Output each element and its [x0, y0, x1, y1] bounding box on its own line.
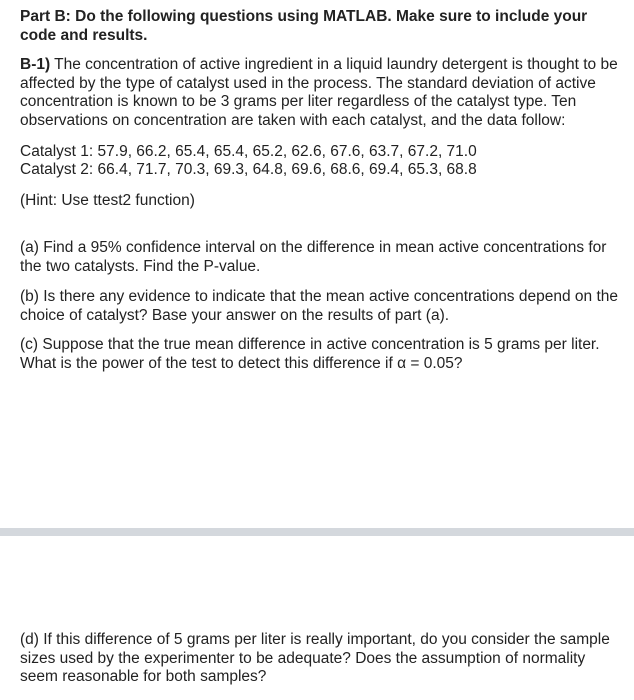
part-b-heading: Part B: Do the following questions using MATLAB. Make sure to include your code and results.	[20, 8, 588, 44]
catalyst-2-data: Catalyst 2: 66.4, 71.7, 70.3, 69.3, 64.8, 69.6, 68.6, 69.4, 65.3, 68.8	[20, 161, 477, 178]
catalyst-1-data: Catalyst 1: 57.9, 66.2, 65.4, 65.4, 65.2, 62.6, 67.6, 63.7, 67.2, 71.0	[20, 143, 477, 160]
question-d: (d) If this difference of 5 grams per liter is really important, do you consider the sample sizes used by the experimenter to be adequate? Does the assumption of normality seem reasonable for both samples?	[20, 631, 610, 685]
section-divider	[0, 528, 634, 536]
question-b: (b) Is there any evidence to indicate that the mean active concentrations depend on the choice of catalyst? Base your answer on the results of part (a).	[20, 288, 618, 324]
question-c: (c) Suppose that the true mean difference in active concentration is 5 grams per liter. What is the power of the test to detect this difference if α = 0.05?	[20, 336, 600, 372]
question-a: (a) Find a 95% confidence interval on the difference in mean active concentrations for the two catalysts. Find the P-value.	[20, 239, 607, 275]
hint-text: (Hint: Use ttest2 function)	[20, 192, 195, 209]
b1-problem-statement	[20, 56, 626, 130]
b1-label: B-1)	[20, 56, 51, 73]
b1-text: The concentration of active ingredient in a liquid laundry detergent is thought to be affected by the type of catalyst used in the process. The standard deviation of active concentration is known to be 3 grams per liter regardless of the catalyst type. Ten observations on concentration are taken with each catalyst, and the data follow:	[20, 56, 618, 129]
